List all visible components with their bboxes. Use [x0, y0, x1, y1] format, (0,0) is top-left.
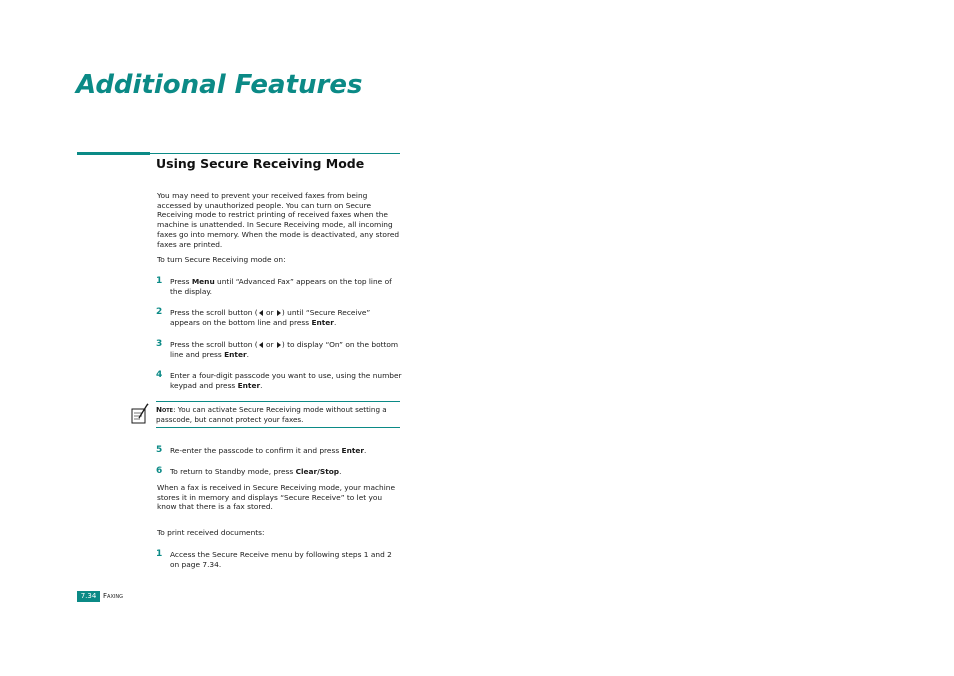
section-heading: Using Secure Receiving Mode — [156, 156, 365, 171]
step-text: To return to Standby mode, press Clear/Stop. — [170, 467, 342, 476]
note-label: Note — [156, 405, 174, 414]
scroll-left-icon — [259, 310, 263, 316]
received-paragraph: When a fax is received in Secure Receiving mode, your machine stores it in memory and displays “Secure Receive” to let you know that there is a fax stored. — [157, 483, 396, 512]
step-number: 2 — [156, 307, 163, 317]
step-number: 1 — [156, 549, 163, 559]
note-text: Note: You can activate Secure Receiving mode without setting a passcode, but cannot protect your faxes. — [156, 405, 387, 424]
note-pad-icon — [129, 403, 149, 425]
scroll-right-icon — [277, 342, 281, 348]
step-number: 3 — [156, 339, 163, 349]
step-number: 6 — [156, 466, 163, 476]
footer-section-label: Faxing — [103, 592, 123, 600]
turn-on-lead: To turn Secure Receiving mode on: — [157, 255, 286, 264]
intro-paragraph: You may need to prevent your received faxes from being accessed by unauthorized people. You can turn on Secure Receiving mode to restrict printing of received faxes when the machine is unattended. In Secure Receiving mode, all incoming faxes go into memory. When the mode is deactivated, any stored faxes are printed. — [157, 191, 400, 249]
print-lead: To print received documents: — [157, 528, 265, 537]
chapter-title: Additional Features — [76, 70, 363, 100]
step-text: Access the Secure Receive menu by following steps 1 and 2 on page 7.34. — [170, 550, 392, 569]
step-text: Press the scroll button ( or ) until “Secure Receive” appears on the bottom line and press Enter. — [170, 308, 371, 327]
step-number: 5 — [156, 445, 163, 455]
note-box — [156, 401, 400, 428]
scroll-right-icon — [277, 310, 281, 316]
step-text: Press Menu until “Advanced Fax” appears on the top line of the display. — [170, 277, 392, 296]
scroll-left-icon — [259, 342, 263, 348]
section-rule-thick — [77, 152, 150, 155]
page-number-badge: 7.34 — [77, 591, 100, 602]
step-number: 4 — [156, 370, 163, 380]
step-text: Re-enter the passcode to confirm it and press Enter. — [170, 446, 367, 455]
section-rule-thin — [150, 153, 400, 154]
step-text: Press the scroll button ( or ) to display “On” on the bottom line and press Enter. — [170, 340, 399, 359]
step-number: 1 — [156, 276, 163, 286]
step-text: Enter a four-digit passcode you want to use, using the number keypad and press Enter. — [170, 371, 402, 390]
